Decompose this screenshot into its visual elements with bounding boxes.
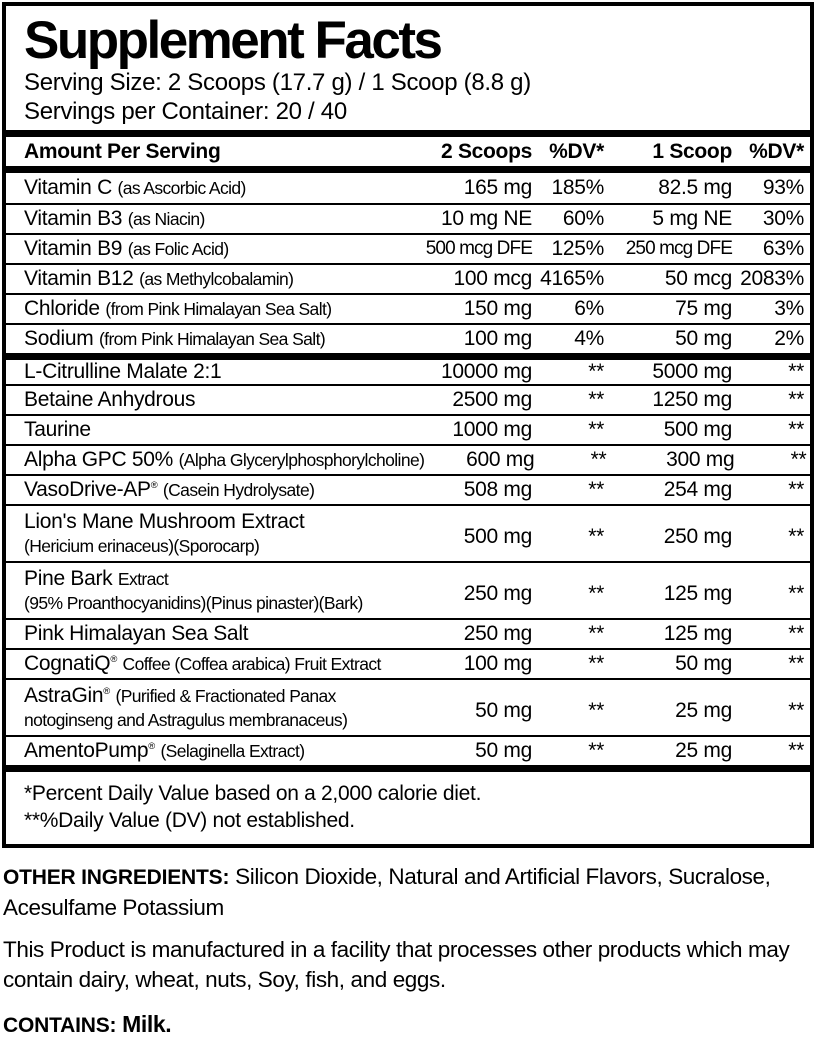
contains-label: CONTAINS: bbox=[3, 1014, 117, 1037]
footnotes bbox=[6, 772, 810, 844]
dv-2-scoops: 125% bbox=[551, 237, 604, 260]
title-block bbox=[6, 6, 810, 130]
ingredient-row bbox=[6, 504, 810, 561]
amount-1-scoop: 25 mg bbox=[675, 699, 732, 722]
supplement-facts-panel bbox=[2, 2, 814, 848]
ingredient-name: L-Citrulline Malate 2:1 bbox=[24, 360, 222, 383]
ingredient-row bbox=[6, 203, 810, 233]
ingredient-name: Betaine Anhydrous bbox=[24, 388, 196, 411]
ingredient-name: AmentoPump® (Selaginella Extract) bbox=[24, 739, 305, 762]
ingredient-row bbox=[6, 293, 810, 323]
ingredient-name: Pink Himalayan Sea Salt bbox=[24, 622, 249, 645]
amount-2-scoops: 600 mg bbox=[466, 448, 535, 471]
dv-1-scoop: 3% bbox=[774, 297, 804, 320]
dv-2-scoops: ** bbox=[588, 739, 604, 762]
ingredient-rows bbox=[6, 173, 810, 765]
ingredient-name: Vitamin C (as Ascorbic Acid) bbox=[24, 176, 246, 199]
ingredient-name: VasoDrive-AP® (Casein Hydrolysate) bbox=[24, 478, 315, 501]
dv-1-scoop: ** bbox=[788, 525, 804, 548]
divider-bar-top bbox=[6, 130, 810, 137]
amount-2-scoops: 250 mg bbox=[463, 622, 532, 645]
ingredient-row bbox=[6, 678, 810, 735]
amount-1-scoop: 82.5 mg bbox=[658, 176, 732, 199]
col-header-1-scoop: 1 Scoop bbox=[652, 139, 732, 163]
ingredient-row bbox=[6, 414, 810, 444]
dv-2-scoops: 60% bbox=[562, 207, 604, 230]
ingredient-name: AstraGin® (Purified & Fractionated Panax notoginseng and Astragulus membranaceus) bbox=[24, 680, 422, 735]
amount-1-scoop: 50 mg bbox=[675, 652, 732, 675]
amount-1-scoop: 5000 mg bbox=[652, 360, 732, 383]
dv-2-scoops: 185% bbox=[551, 176, 604, 199]
amount-1-scoop: 250 mg bbox=[663, 525, 732, 548]
ingredient-row bbox=[6, 173, 810, 203]
dv-1-scoop: ** bbox=[788, 388, 804, 411]
amount-2-scoops: 508 mg bbox=[463, 478, 532, 501]
ingredient-row bbox=[6, 384, 810, 414]
ingredient-row bbox=[6, 618, 810, 648]
footnote-daily-value: *Percent Daily Value based on a 2,000 calorie diet. bbox=[24, 782, 482, 805]
ingredient-name: Lion's Mane Mushroom Extract (Hericium erinaceus)(Sporocarp) bbox=[24, 506, 422, 561]
other-ingredients-label: OTHER INGREDIENTS: bbox=[3, 866, 230, 889]
amount-1-scoop: 125 mg bbox=[663, 622, 732, 645]
dv-2-scoops: ** bbox=[588, 478, 604, 501]
ingredient-row bbox=[6, 648, 810, 678]
dv-1-scoop: ** bbox=[788, 582, 804, 605]
ingredient-name: CognatiQ® Coffee (Coffea arabica) Fruit Extract bbox=[24, 652, 381, 675]
dv-1-scoop: ** bbox=[788, 478, 804, 501]
amount-2-scoops: 50 mg bbox=[475, 699, 532, 722]
ingredient-name: Taurine bbox=[24, 418, 91, 441]
dv-2-scoops: ** bbox=[588, 699, 604, 722]
ingredient-name: Alpha GPC 50% (Alpha Glycerylphosphorylcholine) bbox=[24, 448, 425, 471]
ingredient-name: Vitamin B3 (as Niacin) bbox=[24, 207, 205, 230]
amount-1-scoop: 75 mg bbox=[675, 297, 732, 320]
serving-size: Serving Size: 2 Scoops (17.7 g) / 1 Scoop (8.8 g) bbox=[24, 69, 531, 96]
amount-1-scoop: 5 mg NE bbox=[652, 207, 732, 230]
dv-2-scoops: ** bbox=[588, 418, 604, 441]
amount-1-scoop: 50 mg bbox=[675, 327, 732, 350]
dv-2-scoops: ** bbox=[590, 448, 607, 471]
other-ingredients-paragraph bbox=[3, 862, 817, 923]
amount-2-scoops: 1000 mg bbox=[452, 418, 532, 441]
amount-2-scoops: 100 mcg bbox=[453, 267, 532, 290]
col-header-2-scoops: 2 Scoops bbox=[441, 139, 532, 163]
dv-2-scoops: 4165% bbox=[540, 267, 604, 290]
dv-1-scoop: ** bbox=[788, 418, 804, 441]
amount-2-scoops: 150 mg bbox=[463, 297, 532, 320]
amount-2-scoops: 500 mg bbox=[463, 525, 532, 548]
contains-line bbox=[3, 1009, 817, 1041]
panel-title: Supplement Facts bbox=[24, 11, 441, 70]
amount-1-scoop: 254 mg bbox=[663, 478, 732, 501]
dv-2-scoops: ** bbox=[588, 360, 604, 383]
divider-bar-header bbox=[6, 166, 810, 173]
amount-2-scoops: 10 mg NE bbox=[441, 207, 532, 230]
amount-2-scoops: 100 mg bbox=[463, 327, 532, 350]
amount-2-scoops: 165 mg bbox=[463, 176, 532, 199]
amount-2-scoops: 10000 mg bbox=[440, 360, 532, 383]
below-label-text bbox=[3, 862, 817, 1041]
ingredient-name: Pine Bark Extract (95% Proanthocyanidins)(Pinus pinaster)(Bark) bbox=[24, 563, 422, 618]
amount-2-scoops: 250 mg bbox=[463, 582, 532, 605]
dv-1-scoop: ** bbox=[790, 448, 807, 471]
dv-1-scoop: ** bbox=[788, 739, 804, 762]
amount-1-scoop: 500 mg bbox=[663, 418, 732, 441]
dv-1-scoop: 2083% bbox=[740, 267, 804, 290]
dv-2-scoops: 6% bbox=[574, 297, 604, 320]
col-header-dv-1scoop: %DV* bbox=[749, 139, 804, 163]
dv-2-scoops: ** bbox=[588, 652, 604, 675]
amount-1-scoop: 1250 mg bbox=[652, 388, 732, 411]
dv-1-scoop: ** bbox=[788, 699, 804, 722]
ingredient-name-line2: notoginseng and Astragulus membranaceus) bbox=[24, 710, 348, 730]
ingredient-row bbox=[6, 444, 810, 474]
amount-2-scoops: 100 mg bbox=[463, 652, 532, 675]
dv-2-scoops: ** bbox=[588, 525, 604, 548]
dv-1-scoop: 30% bbox=[762, 207, 804, 230]
ingredient-row bbox=[6, 263, 810, 293]
amount-1-scoop: 250 mcg DFE bbox=[625, 238, 732, 259]
dv-1-scoop: ** bbox=[788, 652, 804, 675]
dv-1-scoop: ** bbox=[788, 622, 804, 645]
dv-1-scoop: ** bbox=[788, 360, 804, 383]
amount-2-scoops: 50 mg bbox=[475, 739, 532, 762]
ingredient-name: Chloride (from Pink Himalayan Sea Salt) bbox=[24, 297, 332, 320]
amount-2-scoops: 2500 mg bbox=[452, 388, 532, 411]
ingredient-name: Vitamin B12 (as Methylcobalamin) bbox=[24, 267, 294, 290]
allergen-notice: This Product is manufactured in a facility that processes other products which may contain dairy, wheat, nuts, Soy, fish, and eggs. bbox=[3, 937, 790, 992]
dv-1-scoop: 63% bbox=[762, 237, 804, 260]
amount-2-scoops: 500 mcg DFE bbox=[425, 238, 532, 259]
other-ingredients-text: Silicon Dioxide, Natural and Artificial Flavors, Sucralose, Acesulfame Potassium bbox=[3, 864, 771, 920]
ingredient-name: Sodium (from Pink Himalayan Sea Salt) bbox=[24, 327, 326, 350]
dv-2-scoops: ** bbox=[588, 582, 604, 605]
amount-1-scoop: 300 mg bbox=[666, 448, 735, 471]
dv-2-scoops: ** bbox=[588, 388, 604, 411]
divider-bar-footnotes bbox=[6, 765, 810, 772]
dv-2-scoops: 4% bbox=[574, 327, 604, 350]
ingredient-row bbox=[6, 323, 810, 353]
ingredient-name-line2: (Hericium erinaceus)(Sporocarp) bbox=[24, 536, 260, 556]
ingredient-row bbox=[6, 735, 810, 765]
ingredient-name-line2: (95% Proanthocyanidins)(Pinus pinaster)(Bark) bbox=[24, 593, 363, 613]
amount-1-scoop: 50 mcg bbox=[664, 267, 732, 290]
amount-1-scoop: 25 mg bbox=[675, 739, 732, 762]
ingredient-row bbox=[6, 474, 810, 504]
amount-1-scoop: 125 mg bbox=[663, 582, 732, 605]
table-header bbox=[6, 137, 810, 166]
dv-1-scoop: 93% bbox=[762, 176, 804, 199]
ingredient-name: Vitamin B9 (as Folic Acid) bbox=[24, 237, 229, 260]
dv-1-scoop: 2% bbox=[774, 327, 804, 350]
col-header-dv-2scoops: %DV* bbox=[549, 139, 604, 163]
footnote-not-established: **%Daily Value (DV) not established. bbox=[24, 809, 355, 832]
dv-2-scoops: ** bbox=[588, 622, 604, 645]
servings-per-container: Servings per Container: 20 / 40 bbox=[24, 98, 347, 125]
ingredient-row bbox=[6, 561, 810, 618]
ingredient-row bbox=[6, 233, 810, 263]
contains-value: Milk. bbox=[122, 1011, 172, 1037]
ingredient-row bbox=[6, 353, 810, 384]
col-header-amount-per-serving: Amount Per Serving bbox=[24, 139, 221, 163]
